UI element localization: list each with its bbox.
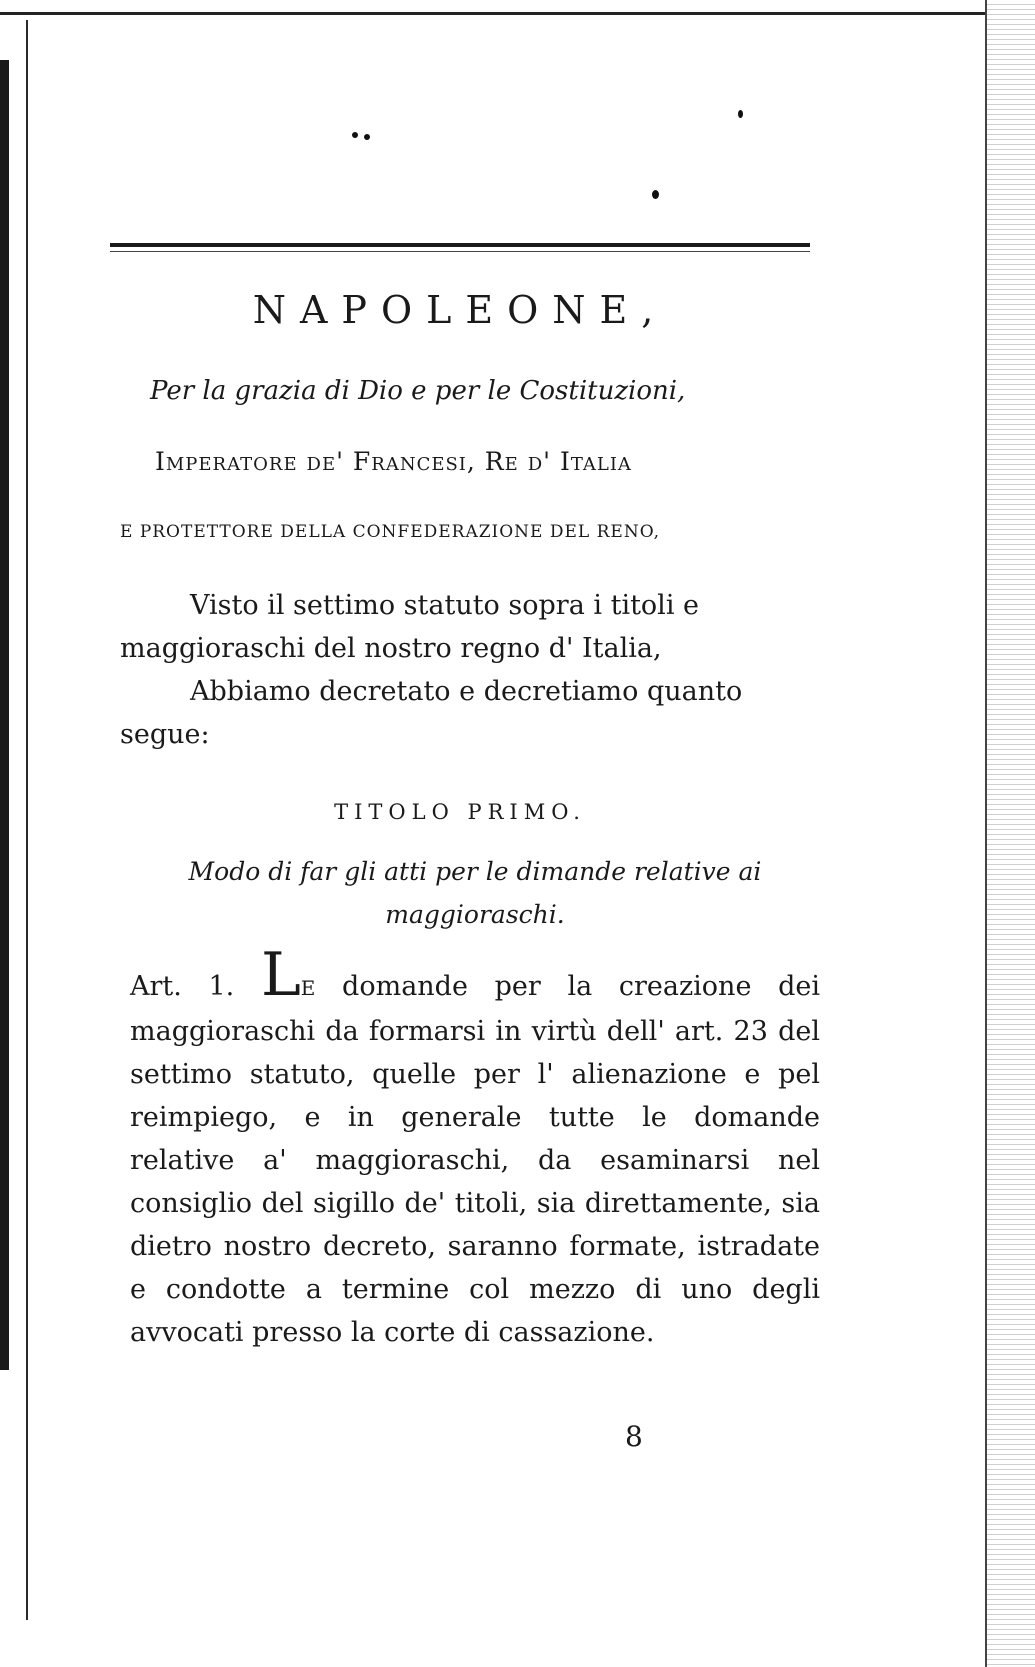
- ink-blot: [352, 132, 358, 138]
- article-label: Art. 1.: [130, 971, 235, 1002]
- decree-title: NAPOLEONE,: [252, 288, 668, 332]
- section-subtitle: Modo di far gli atti per le dimande relative ai maggioraschi.: [188, 857, 762, 929]
- ink-blot: [652, 190, 659, 199]
- emperor-line: Imperatore de' Francesi, Re d' Italia: [155, 447, 632, 476]
- article-text: domande per la creazione dei maggioraschi da formarsi in virtù dell' art. 23 del settimo statuto, quelle per l' alienazione e pel reimpiego, e in generale tutte le domande relative a' maggioraschi, da esaminarsi nel consiglio del sigillo de' titoli, sia direttamente, sia dietro nostro decreto, saranno formate, istradate e condotte a termine col mezzo di uno degli avvocati presso la corte di cassazione.: [130, 971, 820, 1348]
- ink-blot: [364, 134, 370, 140]
- scan-left-gutter-line: [26, 20, 28, 1620]
- article-1: [130, 940, 820, 1354]
- article-dropcap: L: [260, 940, 301, 1010]
- scan-top-edge: [0, 12, 1035, 15]
- preamble-visto: Visto il settimo statuto sopra i titoli e maggioraschi del nostro regno d' Italia,: [120, 590, 700, 664]
- signature-mark: 8: [625, 1420, 643, 1453]
- ink-blot: [738, 110, 743, 118]
- scan-left-binding: [0, 60, 18, 1370]
- article-initial-rest: E: [300, 976, 316, 1000]
- grace-line: Per la grazia di Dio e per le Costituzioni,: [150, 376, 686, 406]
- preamble-abbiamo: Abbiamo decretato e decretiamo quanto segue:: [120, 676, 743, 750]
- section-heading: TITOLO PRIMO.: [334, 800, 586, 824]
- scan-right-page-edges: [987, 0, 1035, 1667]
- protector-line: E PROTETTORE DELLA CONFEDERAZIONE DEL RENO,: [120, 522, 661, 542]
- header-rule-thick: [110, 243, 810, 247]
- header-rule-thin: [110, 251, 810, 252]
